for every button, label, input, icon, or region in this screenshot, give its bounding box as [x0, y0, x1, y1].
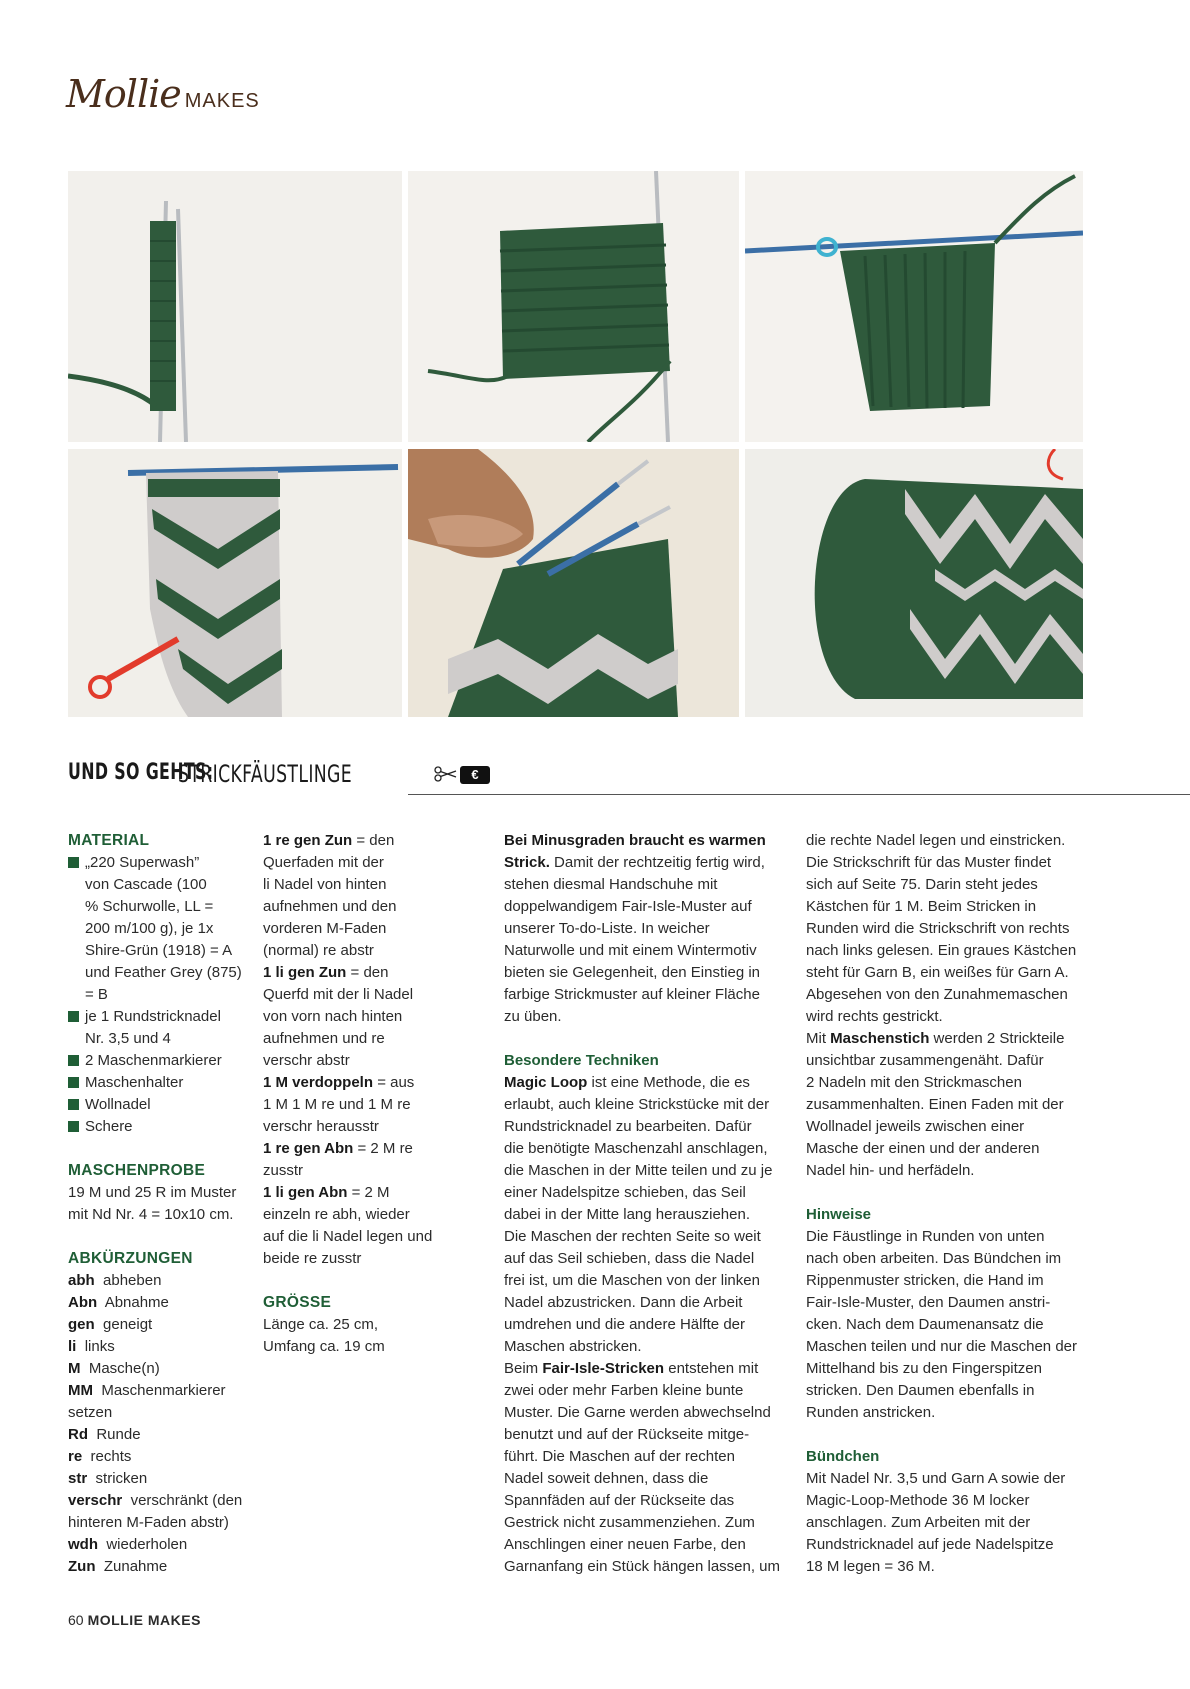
material-heading: MATERIAL [68, 832, 150, 849]
abbr-key: Rd [68, 1426, 88, 1443]
hint-line: Fair-Isle-Muster, den Daumen anstri- [806, 1294, 1051, 1311]
cuff-line: Rundstricknadel auf jede Nadelspitze [806, 1536, 1054, 1553]
pattern-line: 2 Nadeln mit den Strickmaschen [806, 1074, 1022, 1091]
technique-line: Magic Loop ist eine Methode, die es [504, 1074, 750, 1091]
column-instructions [806, 830, 1096, 1578]
intro-line: zu üben. [504, 1008, 562, 1025]
abbr-key: verschr [68, 1492, 123, 1509]
page-footer [68, 1612, 201, 1628]
technique-line: die benötigte Maschenzahl anschlagen, [504, 1140, 768, 1157]
section-heading [68, 760, 1190, 800]
technique-line: Anschlingen einer neuen Farbe, den [504, 1536, 746, 1553]
technique-line: frei ist, um die Maschen von der linken [504, 1272, 760, 1289]
material-item: = B [85, 986, 108, 1003]
pattern-line: Mit Maschenstich werden 2 Strickteile [806, 1030, 1065, 1047]
abbr-key: Abn [68, 1294, 98, 1311]
abbr-row: gen geneigt [68, 1316, 153, 1333]
abbr-row: Zun Zunahme [68, 1558, 168, 1575]
size-heading: GRÖSSE [263, 1294, 332, 1311]
hint-line: nach oben arbeiten. Das Bündchen im [806, 1250, 1062, 1267]
intro-line: doppelwandigem Fair-Isle-Muster auf [504, 898, 752, 915]
bullet-square-icon [68, 1077, 79, 1088]
definition-line: Querfd mit der li Nadel [263, 986, 414, 1003]
abbr-key: M [68, 1360, 81, 1377]
definition-line: einzeln re abh, wieder [263, 1206, 410, 1223]
technique-line: Nadel soweit dehnen, dass die [504, 1470, 709, 1487]
pattern-text [806, 830, 1096, 1182]
abbr-row: Abn Abnahme [68, 1294, 169, 1311]
technique-line: umdrehen und die andere Hälfte der [504, 1316, 745, 1333]
intro-line: stehen diesmal Handschuhe mit [504, 876, 718, 893]
technique-line: Nadel abzustricken. Dann die Arbeit [504, 1294, 743, 1311]
hint-line: Die Fäustlinge in Runden von unten [806, 1228, 1045, 1245]
abbr-row: MM Maschenmarkierer [68, 1382, 226, 1399]
section-title-light: STRICKFÄUSTLINGE [178, 760, 353, 788]
bold-term: Fair-Isle-Stricken [542, 1360, 665, 1377]
pattern-line: Nadel hin- und herfädeln. [806, 1162, 975, 1179]
price-tag-icon: € [460, 766, 490, 784]
hint-line: Rippenmuster stricken, die Hand im [806, 1272, 1044, 1289]
abbr-row: str stricken [68, 1470, 148, 1487]
bullet-square-icon [68, 1011, 79, 1022]
abbr-row: hinteren M-Faden abstr) [68, 1514, 229, 1531]
abbr-row: verschr verschränkt (den [68, 1492, 243, 1509]
material-item: Schere [68, 1116, 243, 1138]
technique-line: Muster. Die Garne werden abwechselnd [504, 1404, 771, 1421]
pattern-line: steht für Garn B, ein weißes für Garn A. [806, 964, 1069, 981]
bold-term: 1 M verdoppeln [263, 1074, 374, 1091]
bold-term: Maschenstich [830, 1030, 930, 1047]
definition-line: auf die li Nadel legen und [263, 1228, 433, 1245]
technique-line: Die Maschen der rechten Seite so weit [504, 1228, 761, 1245]
definition-line: beide re zusstr [263, 1250, 362, 1267]
bullet-square-icon [68, 1055, 79, 1066]
footer-brand: MOLLIE MAKES [87, 1612, 201, 1628]
material-item: Nr. 3,5 und 4 [85, 1030, 171, 1047]
bold-term: 1 li gen Zun [263, 964, 347, 981]
pattern-line: Wollnadel jeweils zwischen einer [806, 1118, 1025, 1135]
column-material [68, 830, 243, 1578]
heading-rule [408, 794, 1190, 795]
definitions-list [263, 830, 458, 1270]
abbr-key: abh [68, 1272, 95, 1289]
abbr-row: Rd Runde [68, 1426, 141, 1443]
size-line: Umfang ca. 19 cm [263, 1338, 385, 1355]
cuff-line: Mit Nadel Nr. 3,5 und Garn A sowie der [806, 1470, 1066, 1487]
hint-line: stricken. Den Daumen ebenfalls in [806, 1382, 1035, 1399]
abbr-row: abh abheben [68, 1272, 162, 1289]
photo-mitten-top [745, 449, 1083, 717]
definition-line: li Nadel von hinten [263, 876, 387, 893]
definition-line: 1 re gen Zun = den [263, 832, 395, 849]
definition-line: (normal) re abstr [263, 942, 374, 959]
abbr-key: li [68, 1338, 77, 1355]
logo-script: Mollie [66, 72, 181, 116]
definition-line: Querfaden mit der [263, 854, 384, 871]
material-item: je 1 Rundstricknadel [68, 1006, 243, 1028]
abbr-row: li links [68, 1338, 115, 1355]
cuff-line: Magic-Loop-Methode 36 M locker [806, 1492, 1030, 1509]
pattern-line: Masche der einen und der anderen [806, 1140, 1040, 1157]
pattern-line: Runden wird die Strickschrift von rechts [806, 920, 1070, 937]
pattern-line: zusammenhalten. Einen Faden mit der [806, 1096, 1064, 1113]
abbr-key: str [68, 1470, 88, 1487]
techniques-text [504, 1072, 794, 1578]
material-item: von Cascade (100 [85, 876, 207, 893]
intro-line: unserer To-do-Liste. In weicher [504, 920, 710, 937]
technique-line: benutzt und auf der Rückseite mitge- [504, 1426, 750, 1443]
pattern-line: Die Strickschrift für das Muster findet [806, 854, 1052, 871]
column-abbr-definitions [263, 830, 458, 1358]
material-item: und Feather Grey (875) [85, 964, 242, 981]
material-item: Wollnadel [68, 1094, 243, 1116]
definition-line: 1 M 1 M re und 1 M re [263, 1096, 411, 1113]
definition-line: zusstr [263, 1162, 304, 1179]
definition-line: aufnehmen und re [263, 1030, 385, 1047]
photo-fair-isle-marker [68, 449, 402, 717]
definition-line: verschr abstr [263, 1052, 350, 1069]
bold-term: 1 re gen Abn [263, 1140, 354, 1157]
cuff-line: anschlagen. Zum Arbeiten mit der [806, 1514, 1031, 1531]
bullet-square-icon [68, 1099, 79, 1110]
material-item: % Schurwolle, LL = [85, 898, 214, 915]
intro-line: bieten sie Gelegenheit, den Einstieg in [504, 964, 761, 981]
abbr-key: MM [68, 1382, 93, 1399]
bullet-square-icon [68, 857, 79, 868]
material-item: 200 m/100 g), je 1x [85, 920, 214, 937]
bold-term: Bei Minusgraden braucht es warmen [504, 832, 766, 849]
bold-term: 1 re gen Zun [263, 832, 353, 849]
abbr-row: re rechts [68, 1448, 132, 1465]
definition-line: 1 li gen Zun = den [263, 964, 389, 981]
page-number: 60 [68, 1612, 84, 1628]
hint-line: cken. Nach dem Daumenansatz die [806, 1316, 1044, 1333]
pattern-line: Abgesehen von den Zunahmemaschen [806, 986, 1068, 1003]
material-item: „220 Superwash” [68, 852, 243, 874]
technique-line: führt. Die Maschen auf der rechten [504, 1448, 735, 1465]
technique-line: Beim Fair-Isle-Stricken entstehen mit [504, 1360, 759, 1377]
abbr-key: Zun [68, 1558, 96, 1575]
hint-line: Runden anstricken. [806, 1404, 936, 1421]
intro-line: Naturwolle und mit einem Wintermotiv [504, 942, 757, 959]
pattern-line: Kästchen für 1 M. Beim Stricken in [806, 898, 1037, 915]
cuff-heading: Bündchen [806, 1448, 880, 1465]
intro-line: farbige Strickmuster auf kleiner Fläche [504, 986, 760, 1003]
photo-grid [68, 171, 1083, 717]
intro-line: Strick. Damit der rechtzeitig fertig wird, [504, 854, 765, 871]
abbr-list [68, 1270, 243, 1578]
bold-term: 1 li gen Abn [263, 1184, 348, 1201]
technique-line: Gestrick nicht zusammenziehen. Zum [504, 1514, 755, 1531]
cuff-text [806, 1468, 1096, 1578]
abbr-heading: ABKÜRZUNGEN [68, 1250, 193, 1267]
column-intro [504, 830, 794, 1578]
magazine-logo [66, 72, 260, 116]
definition-line: 1 re gen Abn = 2 M re [263, 1140, 413, 1157]
hints-heading: Hinweise [806, 1206, 872, 1223]
definition-line: von vorn nach hinten [263, 1008, 403, 1025]
cuff-line: 18 M legen = 36 M. [806, 1558, 935, 1575]
technique-line: einer Nadelspitze schieben, das Seil [504, 1184, 746, 1201]
logo-makes: MAKES [184, 90, 260, 112]
technique-line: Garnanfang ein Stück hängen lassen, um [504, 1558, 781, 1575]
abbr-key: re [68, 1448, 83, 1465]
abbr-row: wdh wiederholen [68, 1536, 188, 1553]
technique-line: dabei in der Mitte lang herausziehen. [504, 1206, 750, 1223]
technique-line: erlaubt, auch kleine Strickstücke mit der [504, 1096, 770, 1113]
abbr-key: wdh [68, 1536, 98, 1553]
technique-line: Spannfäden auf der Rückseite das [504, 1492, 735, 1509]
section-title-bold: UND SO GEHTS: [68, 760, 214, 785]
gauge-heading: MASCHENPROBE [68, 1162, 206, 1179]
pattern-line: unsichtbar zusammengenäht. Dafür [806, 1052, 1044, 1069]
material-list [68, 852, 243, 1138]
photo-rib-on-needle [745, 171, 1083, 442]
technique-line: die Maschen in der Mitte teilen und zu je [504, 1162, 773, 1179]
photo-cast-on [68, 171, 402, 442]
definition-line: aufnehmen und den [263, 898, 397, 915]
pattern-line: sich auf Seite 75. Darin steht jedes [806, 876, 1038, 893]
definition-line: 1 li gen Abn = 2 M [263, 1184, 390, 1201]
pattern-line: die rechte Nadel legen und einstricken. [806, 832, 1066, 849]
technique-line: Maschen abstricken. [504, 1338, 642, 1355]
bullet-square-icon [68, 1121, 79, 1132]
abbr-row: M Masche(n) [68, 1360, 160, 1377]
intro-line [504, 830, 794, 852]
definition-line: vorderen M-Faden [263, 920, 387, 937]
pattern-line: nach links gelesen. Ein graues Kästchen [806, 942, 1077, 959]
gauge-line: 19 M und 25 R im Muster [68, 1184, 237, 1201]
bold-term: Magic Loop [504, 1074, 588, 1091]
hints-text [806, 1226, 1096, 1424]
definition-line: verschr herausstr [263, 1118, 379, 1135]
material-item: Shire-Grün (1918) = A [85, 942, 233, 959]
size-line: Länge ca. 25 cm, [263, 1316, 379, 1333]
techniques-heading: Besondere Techniken [504, 1052, 659, 1069]
technique-line: auf das Seil schieben, dass die Nadel [504, 1250, 755, 1267]
bold-term: Strick. [504, 854, 550, 871]
pattern-line: wird rechts gestrickt. [806, 1008, 943, 1025]
scissors-icon [434, 764, 458, 784]
gauge-line: mit Nd Nr. 4 = 10x10 cm. [68, 1206, 234, 1223]
technique-line: Rundstricknadel zu bearbeiten. Dafür [504, 1118, 752, 1135]
technique-line: zwei oder mehr Farben kleine bunte [504, 1382, 744, 1399]
photo-hand-knitting [408, 449, 739, 717]
material-item: 2 Maschenmarkierer [68, 1050, 243, 1072]
photo-rib-swatch [408, 171, 739, 442]
hint-line: Maschen teilen und nur die Maschen der [806, 1338, 1077, 1355]
material-item: Maschenhalter [68, 1072, 243, 1094]
abbr-row: setzen [68, 1404, 113, 1421]
intro-text [504, 830, 794, 1028]
definition-line: 1 M verdoppeln = aus [263, 1074, 415, 1091]
hint-line: Mittelhand bis zu den Fingerspitzen [806, 1360, 1042, 1377]
abbr-key: gen [68, 1316, 95, 1333]
